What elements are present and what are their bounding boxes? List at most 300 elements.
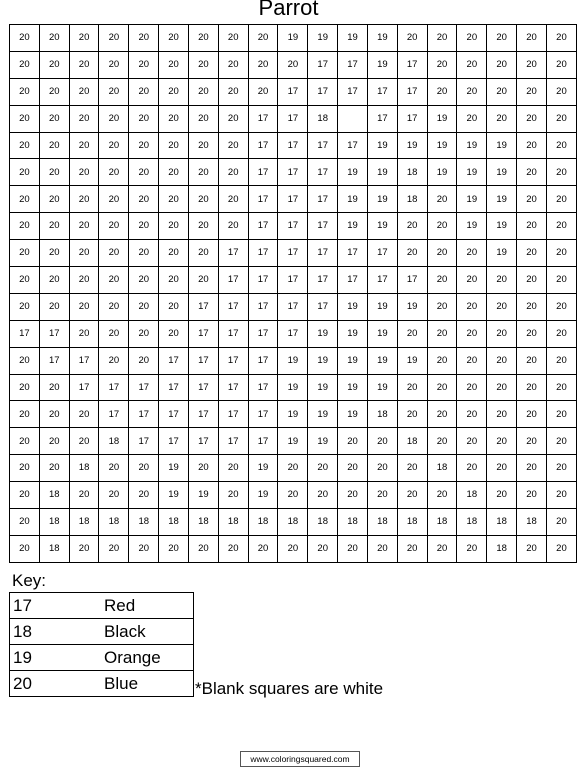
grid-cell: 19 <box>338 213 368 240</box>
grid-cell: 20 <box>69 240 99 267</box>
grid-row <box>10 105 577 132</box>
grid-cell: 20 <box>427 267 457 294</box>
grid-cell: 17 <box>159 347 189 374</box>
grid-cell: 17 <box>248 132 278 159</box>
grid-cell: 20 <box>218 186 248 213</box>
grid-cell: 20 <box>457 51 487 78</box>
grid-cell: 20 <box>457 240 487 267</box>
grid-row <box>10 25 577 52</box>
grid-cell: 20 <box>129 455 159 482</box>
grid-cell: 20 <box>278 482 308 509</box>
grid-cell: 20 <box>427 374 457 401</box>
grid-cell: 17 <box>308 186 338 213</box>
grid-cell: 17 <box>308 293 338 320</box>
grid-cell: 20 <box>129 213 159 240</box>
grid-cell: 20 <box>427 25 457 52</box>
grid-cell: 17 <box>69 374 99 401</box>
grid-cell: 19 <box>248 455 278 482</box>
grid-cell: 17 <box>188 293 218 320</box>
grid-cell: 19 <box>367 347 397 374</box>
grid-cell: 20 <box>99 482 129 509</box>
grid-cell: 19 <box>427 105 457 132</box>
grid-cell: 20 <box>69 293 99 320</box>
grid-cell: 20 <box>99 267 129 294</box>
grid-cell: 20 <box>517 320 547 347</box>
grid-cell: 20 <box>278 455 308 482</box>
grid-cell: 18 <box>99 509 129 536</box>
grid-cell: 20 <box>39 455 69 482</box>
grid-cell: 19 <box>188 482 218 509</box>
grid-cell: 20 <box>338 455 368 482</box>
grid-cell: 20 <box>69 159 99 186</box>
key-number: 17 <box>10 593 99 619</box>
grid-cell: 19 <box>427 159 457 186</box>
grid-cell: 20 <box>39 159 69 186</box>
grid-cell: 20 <box>129 159 159 186</box>
grid-cell: 20 <box>546 186 576 213</box>
grid-cell: 17 <box>188 428 218 455</box>
key-row <box>10 645 194 671</box>
grid-cell: 17 <box>218 293 248 320</box>
grid-cell: 20 <box>69 186 99 213</box>
grid-cell: 20 <box>457 401 487 428</box>
grid-row <box>10 428 577 455</box>
grid-cell: 20 <box>218 78 248 105</box>
grid-cell: 20 <box>427 535 457 562</box>
grid-cell: 19 <box>338 401 368 428</box>
grid-cell: 18 <box>427 509 457 536</box>
grid-cell: 17 <box>338 51 368 78</box>
grid-cell: 17 <box>129 374 159 401</box>
grid-cell: 18 <box>517 509 547 536</box>
key-color: Black <box>98 619 194 645</box>
grid-cell <box>338 105 368 132</box>
grid-cell: 20 <box>546 240 576 267</box>
grid-cell: 20 <box>159 213 189 240</box>
grid-cell: 20 <box>159 25 189 52</box>
grid-cell: 17 <box>248 267 278 294</box>
grid-cell: 17 <box>367 78 397 105</box>
footer-url: www.coloringsquared.com <box>240 751 360 767</box>
grid-cell: 20 <box>487 374 517 401</box>
grid-cell: 17 <box>278 320 308 347</box>
grid-cell: 20 <box>159 159 189 186</box>
grid-cell: 20 <box>159 186 189 213</box>
blank-squares-note: *Blank squares are white <box>195 679 384 698</box>
grid-cell: 20 <box>159 293 189 320</box>
grid-row <box>10 455 577 482</box>
key-number: 18 <box>10 619 99 645</box>
grid-cell: 20 <box>10 535 40 562</box>
grid-cell: 20 <box>517 105 547 132</box>
grid-cell: 17 <box>99 374 129 401</box>
grid-cell: 20 <box>457 347 487 374</box>
grid-cell: 20 <box>546 347 576 374</box>
grid-cell: 20 <box>39 401 69 428</box>
grid-cell: 18 <box>397 509 427 536</box>
grid-cell: 20 <box>99 240 129 267</box>
grid-cell: 20 <box>546 267 576 294</box>
grid-cell: 17 <box>278 186 308 213</box>
grid-cell: 17 <box>218 347 248 374</box>
grid-cell: 20 <box>218 213 248 240</box>
grid-cell: 20 <box>188 25 218 52</box>
grid-cell: 17 <box>248 347 278 374</box>
grid-cell: 17 <box>308 132 338 159</box>
grid-cell: 18 <box>39 482 69 509</box>
grid-cell: 20 <box>69 267 99 294</box>
grid-cell: 19 <box>487 186 517 213</box>
grid-cell: 20 <box>487 25 517 52</box>
grid-cell: 17 <box>188 347 218 374</box>
grid-cell: 20 <box>457 428 487 455</box>
grid-cell: 20 <box>99 186 129 213</box>
grid-cell: 20 <box>517 401 547 428</box>
grid-cell: 20 <box>517 51 547 78</box>
grid-cell: 18 <box>99 428 129 455</box>
grid-cell: 20 <box>487 347 517 374</box>
grid-cell: 20 <box>129 25 159 52</box>
grid-cell: 20 <box>69 482 99 509</box>
grid-cell: 20 <box>397 482 427 509</box>
grid-cell: 20 <box>159 105 189 132</box>
grid-cell: 20 <box>546 51 576 78</box>
grid-cell: 19 <box>487 213 517 240</box>
grid-cell: 20 <box>457 455 487 482</box>
grid-cell: 20 <box>397 25 427 52</box>
grid-cell: 20 <box>188 51 218 78</box>
grid-cell: 20 <box>39 186 69 213</box>
key-number: 20 <box>10 671 99 697</box>
coloring-grid <box>9 24 577 563</box>
grid-cell: 19 <box>308 25 338 52</box>
grid-cell: 20 <box>10 25 40 52</box>
grid-cell: 20 <box>69 213 99 240</box>
grid-cell: 20 <box>69 78 99 105</box>
grid-cell: 20 <box>10 482 40 509</box>
grid-cell: 17 <box>218 267 248 294</box>
grid-cell: 20 <box>517 293 547 320</box>
grid-cell: 20 <box>457 320 487 347</box>
grid-cell: 20 <box>10 347 40 374</box>
grid-cell: 17 <box>278 267 308 294</box>
grid-cell: 17 <box>248 240 278 267</box>
grid-cell: 20 <box>39 51 69 78</box>
grid-row <box>10 240 577 267</box>
key-row <box>10 593 194 619</box>
grid-cell: 18 <box>248 509 278 536</box>
grid-cell: 20 <box>248 51 278 78</box>
grid-cell: 20 <box>546 374 576 401</box>
grid-cell: 20 <box>517 374 547 401</box>
grid-cell: 20 <box>188 186 218 213</box>
grid-cell: 20 <box>39 25 69 52</box>
grid-cell: 18 <box>338 509 368 536</box>
grid-cell: 17 <box>218 320 248 347</box>
grid-cell: 20 <box>188 240 218 267</box>
grid-cell: 18 <box>397 186 427 213</box>
grid-cell: 20 <box>69 51 99 78</box>
grid-cell: 19 <box>367 374 397 401</box>
grid-cell: 17 <box>218 401 248 428</box>
grid-cell: 20 <box>397 401 427 428</box>
grid-cell: 20 <box>546 535 576 562</box>
grid-cell: 19 <box>367 293 397 320</box>
grid-cell: 20 <box>278 51 308 78</box>
grid-cell: 20 <box>129 482 159 509</box>
grid-cell: 17 <box>39 347 69 374</box>
grid-cell: 17 <box>338 78 368 105</box>
grid-cell: 18 <box>457 482 487 509</box>
grid-cell: 17 <box>129 401 159 428</box>
grid-cell: 18 <box>367 401 397 428</box>
grid-cell: 20 <box>99 293 129 320</box>
grid-cell: 20 <box>10 267 40 294</box>
grid-cell: 20 <box>39 132 69 159</box>
grid-cell: 20 <box>99 455 129 482</box>
grid-cell: 19 <box>278 374 308 401</box>
grid-cell: 20 <box>517 78 547 105</box>
grid-row <box>10 374 577 401</box>
grid-cell: 17 <box>159 374 189 401</box>
grid-cell: 17 <box>218 428 248 455</box>
grid-cell: 20 <box>487 455 517 482</box>
grid-cell: 17 <box>10 320 40 347</box>
grid-cell: 20 <box>69 132 99 159</box>
grid-cell: 20 <box>546 213 576 240</box>
grid-cell: 19 <box>308 401 338 428</box>
grid-cell: 18 <box>427 455 457 482</box>
grid-cell: 20 <box>427 293 457 320</box>
grid-cell: 18 <box>487 535 517 562</box>
grid-cell: 20 <box>517 186 547 213</box>
grid-cell: 20 <box>10 105 40 132</box>
grid-cell: 17 <box>308 159 338 186</box>
grid-cell: 20 <box>517 482 547 509</box>
grid-row <box>10 293 577 320</box>
grid-cell: 20 <box>99 51 129 78</box>
grid-cell: 20 <box>39 293 69 320</box>
grid-cell: 18 <box>39 509 69 536</box>
key-color: Orange <box>98 645 194 671</box>
grid-cell: 20 <box>218 159 248 186</box>
grid-cell: 17 <box>338 267 368 294</box>
grid-cell: 20 <box>546 132 576 159</box>
grid-cell: 20 <box>308 535 338 562</box>
key-row <box>10 671 194 697</box>
grid-row <box>10 159 577 186</box>
grid-cell: 20 <box>188 213 218 240</box>
grid-row <box>10 535 577 562</box>
grid-cell: 20 <box>99 105 129 132</box>
grid-cell: 17 <box>248 159 278 186</box>
grid-cell: 20 <box>10 240 40 267</box>
grid-cell: 19 <box>487 240 517 267</box>
grid-cell: 18 <box>129 509 159 536</box>
grid-cell: 19 <box>457 186 487 213</box>
grid-cell: 17 <box>39 320 69 347</box>
grid-cell: 20 <box>487 320 517 347</box>
grid-cell: 19 <box>278 401 308 428</box>
grid-cell: 20 <box>188 455 218 482</box>
grid-cell: 20 <box>188 105 218 132</box>
grid-cell: 19 <box>427 132 457 159</box>
grid-cell: 20 <box>517 535 547 562</box>
grid-cell: 20 <box>10 374 40 401</box>
grid-cell: 17 <box>278 240 308 267</box>
grid-cell: 20 <box>427 51 457 78</box>
grid-cell: 18 <box>69 509 99 536</box>
grid-cell: 20 <box>546 482 576 509</box>
grid-cell: 17 <box>129 428 159 455</box>
grid-cell: 20 <box>397 213 427 240</box>
grid-cell: 19 <box>278 347 308 374</box>
grid-cell: 17 <box>248 213 278 240</box>
grid-row <box>10 320 577 347</box>
grid-cell: 19 <box>159 482 189 509</box>
grid-cell: 20 <box>487 51 517 78</box>
grid-cell: 20 <box>457 105 487 132</box>
key-number: 19 <box>10 645 99 671</box>
grid-cell: 20 <box>546 455 576 482</box>
grid-cell: 20 <box>10 455 40 482</box>
grid-cell: 20 <box>39 374 69 401</box>
grid-cell: 17 <box>188 320 218 347</box>
grid-cell: 19 <box>397 293 427 320</box>
grid-cell: 20 <box>248 535 278 562</box>
grid-cell: 19 <box>338 159 368 186</box>
grid-cell: 20 <box>427 240 457 267</box>
grid-cell: 20 <box>188 535 218 562</box>
grid-cell: 20 <box>457 374 487 401</box>
grid-cell: 20 <box>159 51 189 78</box>
grid-cell: 20 <box>457 25 487 52</box>
grid-cell: 20 <box>129 186 159 213</box>
grid-cell: 20 <box>188 267 218 294</box>
grid-cell: 20 <box>487 105 517 132</box>
grid-cell: 20 <box>159 240 189 267</box>
grid-cell: 17 <box>248 293 278 320</box>
grid-cell: 20 <box>188 78 218 105</box>
grid-row <box>10 51 577 78</box>
grid-row <box>10 482 577 509</box>
grid-cell: 20 <box>546 293 576 320</box>
grid-cell: 19 <box>338 293 368 320</box>
grid-cell: 20 <box>248 25 278 52</box>
grid-cell: 20 <box>546 25 576 52</box>
grid-cell: 20 <box>397 455 427 482</box>
grid-cell: 18 <box>457 509 487 536</box>
grid-cell: 20 <box>10 509 40 536</box>
grid-cell: 19 <box>308 347 338 374</box>
grid-cell: 20 <box>427 320 457 347</box>
grid-cell: 19 <box>457 132 487 159</box>
grid-cell: 17 <box>159 401 189 428</box>
grid-cell: 19 <box>248 482 278 509</box>
grid-cell: 18 <box>308 105 338 132</box>
grid-cell: 20 <box>99 347 129 374</box>
grid-cell: 20 <box>218 455 248 482</box>
grid-row <box>10 186 577 213</box>
grid-cell: 19 <box>338 347 368 374</box>
grid-row <box>10 78 577 105</box>
grid-cell: 20 <box>69 25 99 52</box>
grid-cell: 20 <box>39 240 69 267</box>
grid-cell: 20 <box>487 482 517 509</box>
grid-row <box>10 213 577 240</box>
grid-cell: 20 <box>10 132 40 159</box>
grid-cell: 17 <box>99 401 129 428</box>
grid-cell: 20 <box>129 132 159 159</box>
grid-cell: 19 <box>308 374 338 401</box>
grid-cell: 20 <box>129 51 159 78</box>
grid-cell: 17 <box>248 428 278 455</box>
grid-cell: 17 <box>248 374 278 401</box>
grid-cell: 19 <box>367 186 397 213</box>
grid-cell: 20 <box>427 347 457 374</box>
grid-cell: 20 <box>218 105 248 132</box>
key-label: Key: <box>12 571 47 590</box>
grid-cell: 20 <box>367 455 397 482</box>
grid-row <box>10 401 577 428</box>
grid-cell: 20 <box>159 267 189 294</box>
grid-cell: 20 <box>248 78 278 105</box>
grid-cell: 17 <box>367 105 397 132</box>
grid-cell: 19 <box>457 213 487 240</box>
grid-cell: 19 <box>338 374 368 401</box>
grid-row <box>10 132 577 159</box>
grid-cell: 20 <box>10 51 40 78</box>
grid-cell: 20 <box>10 213 40 240</box>
grid-cell: 20 <box>427 78 457 105</box>
grid-cell: 20 <box>367 428 397 455</box>
grid-row <box>10 267 577 294</box>
grid-cell: 18 <box>278 509 308 536</box>
grid-cell: 20 <box>517 159 547 186</box>
grid-cell: 17 <box>188 374 218 401</box>
grid-cell: 20 <box>129 267 159 294</box>
grid-cell: 17 <box>308 267 338 294</box>
grid-cell: 20 <box>39 78 69 105</box>
grid-cell: 20 <box>427 482 457 509</box>
grid-cell: 20 <box>10 428 40 455</box>
grid-cell: 17 <box>278 159 308 186</box>
grid-cell: 20 <box>517 240 547 267</box>
grid-row <box>10 347 577 374</box>
grid-cell: 20 <box>397 374 427 401</box>
grid-cell: 17 <box>338 240 368 267</box>
grid-cell: 19 <box>338 186 368 213</box>
grid-cell: 20 <box>39 267 69 294</box>
grid-cell: 20 <box>69 320 99 347</box>
grid-cell: 17 <box>367 267 397 294</box>
grid-cell: 17 <box>218 240 248 267</box>
grid-cell: 18 <box>218 509 248 536</box>
grid-cell: 20 <box>218 482 248 509</box>
grid-cell: 17 <box>218 374 248 401</box>
key-table <box>9 592 194 697</box>
grid-cell: 20 <box>397 240 427 267</box>
grid-cell: 17 <box>397 78 427 105</box>
grid-cell: 19 <box>338 25 368 52</box>
grid-cell: 20 <box>278 535 308 562</box>
grid-cell: 20 <box>546 320 576 347</box>
grid-cell: 20 <box>99 78 129 105</box>
grid-cell: 18 <box>367 509 397 536</box>
grid-cell: 20 <box>129 293 159 320</box>
grid-cell: 20 <box>10 293 40 320</box>
grid-cell: 17 <box>248 186 278 213</box>
